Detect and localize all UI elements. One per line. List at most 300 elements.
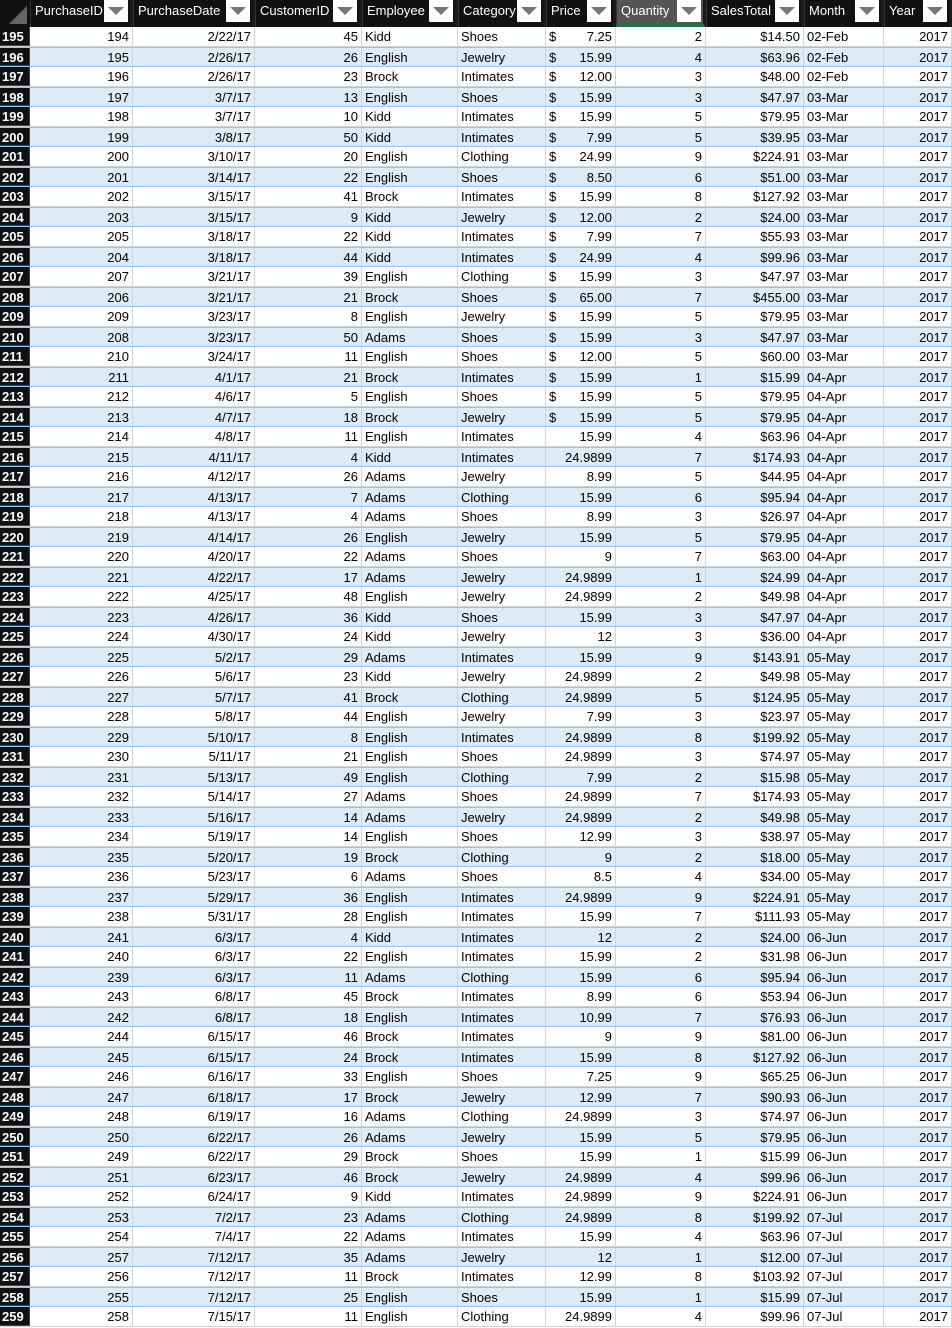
cell-price[interactable]: 12 <box>546 928 616 946</box>
cell-customerid[interactable]: 21 <box>255 747 362 766</box>
cell-year[interactable]: 2017 <box>884 688 952 706</box>
row-number[interactable]: 209 <box>0 307 30 326</box>
cell-month[interactable]: 02-Feb <box>804 48 884 66</box>
cell-salestotal[interactable]: $79.95 <box>706 307 804 326</box>
cell-purchasedate[interactable]: 6/3/17 <box>133 928 255 946</box>
cell-employee[interactable]: Adams <box>362 648 458 666</box>
row-number[interactable]: 226 <box>0 648 30 666</box>
cell-customerid[interactable]: 4 <box>255 928 362 946</box>
row-number[interactable]: 224 <box>0 608 30 626</box>
cell-purchasedate[interactable]: 7/4/17 <box>133 1227 255 1246</box>
cell-year[interactable]: 2017 <box>884 1208 952 1226</box>
cell-customerid[interactable]: 16 <box>255 1107 362 1126</box>
cell-price[interactable]: 9 <box>546 547 616 566</box>
cell-customerid[interactable]: 6 <box>255 867 362 886</box>
cell-customerid[interactable]: 36 <box>255 608 362 626</box>
cell-customerid[interactable]: 39 <box>255 267 362 286</box>
cell-customerid[interactable]: 14 <box>255 808 362 826</box>
cell-purchasedate[interactable]: 2/26/17 <box>133 67 255 86</box>
cell-purchaseid[interactable]: 216 <box>30 467 133 486</box>
cell-category[interactable]: Shoes <box>458 608 546 626</box>
row-number[interactable]: 255 <box>0 1227 30 1246</box>
cell-month[interactable]: 03-Mar <box>804 267 884 286</box>
cell-purchaseid[interactable]: 236 <box>30 867 133 886</box>
cell-customerid[interactable]: 13 <box>255 88 362 106</box>
cell-purchasedate[interactable]: 6/22/17 <box>133 1128 255 1146</box>
cell-category[interactable]: Jewelry <box>458 307 546 326</box>
cell-purchasedate[interactable]: 6/24/17 <box>133 1187 255 1206</box>
row-number[interactable]: 234 <box>0 808 30 826</box>
cell-salestotal[interactable]: $143.91 <box>706 648 804 666</box>
cell-quantity[interactable]: 4 <box>616 867 706 886</box>
cell-customerid[interactable]: 46 <box>255 1027 362 1046</box>
cell-category[interactable]: Intimates <box>458 1187 546 1206</box>
cell-month[interactable]: 04-Apr <box>804 387 884 406</box>
row-number[interactable]: 231 <box>0 747 30 766</box>
cell-salestotal[interactable]: $224.91 <box>706 147 804 166</box>
cell-price[interactable]: 15.99 <box>546 947 616 966</box>
column-header-purchaseid[interactable] <box>30 0 133 27</box>
cell-year[interactable]: 2017 <box>884 208 952 226</box>
row-number[interactable]: 199 <box>0 107 30 126</box>
cell-category[interactable]: Intimates <box>458 107 546 126</box>
cell-salestotal[interactable]: $199.92 <box>706 1208 804 1226</box>
cell-quantity[interactable]: 2 <box>616 768 706 786</box>
cell-year[interactable]: 2017 <box>884 768 952 786</box>
cell-price[interactable]: 8.99 <box>546 987 616 1006</box>
cell-purchaseid[interactable]: 234 <box>30 827 133 846</box>
filter-dropdown-button[interactable] <box>333 0 357 22</box>
cell-price[interactable] <box>546 328 616 346</box>
cell-category[interactable]: Jewelry <box>458 48 546 66</box>
cell-salestotal[interactable]: $31.98 <box>706 947 804 966</box>
cell-purchaseid[interactable]: 208 <box>30 328 133 346</box>
cell-purchasedate[interactable]: 4/8/17 <box>133 427 255 446</box>
cell-purchasedate[interactable]: 7/12/17 <box>133 1267 255 1286</box>
column-header-category[interactable] <box>458 0 546 27</box>
cell-employee[interactable]: Kidd <box>362 227 458 246</box>
cell-customerid[interactable]: 18 <box>255 1008 362 1026</box>
cell-salestotal[interactable]: $95.94 <box>706 968 804 986</box>
cell-year[interactable]: 2017 <box>884 427 952 446</box>
cell-employee[interactable]: Brock <box>362 1147 458 1166</box>
cell-purchaseid[interactable]: 210 <box>30 347 133 366</box>
cell-employee[interactable]: Kidd <box>362 27 458 46</box>
cell-year[interactable]: 2017 <box>884 848 952 866</box>
cell-category[interactable]: Jewelry <box>458 707 546 726</box>
cell-month[interactable]: 03-Mar <box>804 187 884 206</box>
cell-quantity[interactable]: 3 <box>616 627 706 646</box>
cell-employee[interactable]: English <box>362 1008 458 1026</box>
cell-purchaseid[interactable]: 225 <box>30 648 133 666</box>
cell-year[interactable]: 2017 <box>884 987 952 1006</box>
cell-salestotal[interactable]: $79.95 <box>706 528 804 546</box>
cell-quantity[interactable]: 9 <box>616 888 706 906</box>
cell-employee[interactable]: English <box>362 707 458 726</box>
row-number[interactable]: 207 <box>0 267 30 286</box>
cell-month[interactable]: 04-Apr <box>804 507 884 526</box>
cell-quantity[interactable]: 9 <box>616 648 706 666</box>
row-number[interactable]: 250 <box>0 1128 30 1146</box>
cell-month[interactable]: 03-Mar <box>804 248 884 266</box>
cell-price[interactable]: 24.9899 <box>546 667 616 686</box>
cell-quantity[interactable]: 3 <box>616 88 706 106</box>
cell-quantity[interactable]: 1 <box>616 568 706 586</box>
column-header-salestotal[interactable] <box>706 0 804 27</box>
cell-price[interactable]: 24.9899 <box>546 1208 616 1226</box>
cell-year[interactable]: 2017 <box>884 1067 952 1086</box>
cell-quantity[interactable]: 2 <box>616 848 706 866</box>
cell-purchasedate[interactable]: 5/13/17 <box>133 768 255 786</box>
cell-month[interactable]: 05-May <box>804 808 884 826</box>
cell-category[interactable]: Jewelry <box>458 408 546 426</box>
cell-customerid[interactable]: 19 <box>255 848 362 866</box>
cell-customerid[interactable]: 22 <box>255 168 362 186</box>
cell-price[interactable] <box>546 408 616 426</box>
cell-salestotal[interactable]: $53.94 <box>706 987 804 1006</box>
row-number[interactable]: 211 <box>0 347 30 366</box>
cell-year[interactable]: 2017 <box>884 448 952 466</box>
cell-month[interactable]: 04-Apr <box>804 467 884 486</box>
cell-customerid[interactable]: 45 <box>255 987 362 1006</box>
row-number[interactable]: 249 <box>0 1107 30 1126</box>
cell-category[interactable]: Shoes <box>458 867 546 886</box>
cell-salestotal[interactable]: $127.92 <box>706 1048 804 1066</box>
cell-price[interactable]: 12.99 <box>546 1088 616 1106</box>
row-number[interactable]: 219 <box>0 507 30 526</box>
cell-salestotal[interactable]: $74.97 <box>706 747 804 766</box>
filter-dropdown-button[interactable] <box>226 0 250 22</box>
cell-year[interactable]: 2017 <box>884 827 952 846</box>
cell-customerid[interactable]: 46 <box>255 1168 362 1186</box>
cell-category[interactable]: Intimates <box>458 227 546 246</box>
cell-employee[interactable]: Brock <box>362 187 458 206</box>
cell-month[interactable]: 06-Jun <box>804 1128 884 1146</box>
row-number[interactable]: 208 <box>0 288 30 306</box>
cell-month[interactable]: 05-May <box>804 827 884 846</box>
cell-price[interactable]: 8.99 <box>546 467 616 486</box>
cell-quantity[interactable]: 8 <box>616 1048 706 1066</box>
cell-price[interactable]: 15.99 <box>546 1227 616 1246</box>
cell-purchasedate[interactable]: 5/19/17 <box>133 827 255 846</box>
row-number[interactable]: 201 <box>0 147 30 166</box>
cell-category[interactable]: Intimates <box>458 648 546 666</box>
cell-employee[interactable]: Kidd <box>362 128 458 146</box>
cell-year[interactable]: 2017 <box>884 1187 952 1206</box>
cell-month[interactable]: 04-Apr <box>804 408 884 426</box>
filter-dropdown-button[interactable] <box>517 0 541 22</box>
cell-price[interactable]: 15.99 <box>546 528 616 546</box>
cell-customerid[interactable]: 24 <box>255 1048 362 1066</box>
cell-purchasedate[interactable]: 3/7/17 <box>133 88 255 106</box>
cell-month[interactable]: 04-Apr <box>804 568 884 586</box>
cell-quantity[interactable]: 4 <box>616 248 706 266</box>
cell-year[interactable]: 2017 <box>884 488 952 506</box>
cell-year[interactable]: 2017 <box>884 267 952 286</box>
cell-customerid[interactable]: 22 <box>255 547 362 566</box>
cell-purchaseid[interactable]: 206 <box>30 288 133 306</box>
cell-price[interactable]: 24.9899 <box>546 1187 616 1206</box>
cell-employee[interactable]: Adams <box>362 1248 458 1266</box>
cell-quantity[interactable]: 8 <box>616 187 706 206</box>
cell-customerid[interactable]: 7 <box>255 488 362 506</box>
cell-salestotal[interactable]: $174.93 <box>706 448 804 466</box>
cell-customerid[interactable]: 41 <box>255 187 362 206</box>
cell-purchaseid[interactable]: 195 <box>30 48 133 66</box>
cell-price[interactable] <box>546 168 616 186</box>
row-number[interactable]: 259 <box>0 1307 30 1326</box>
cell-quantity[interactable]: 1 <box>616 1288 706 1306</box>
cell-quantity[interactable]: 3 <box>616 707 706 726</box>
cell-year[interactable]: 2017 <box>884 707 952 726</box>
row-number[interactable]: 239 <box>0 907 30 926</box>
cell-purchasedate[interactable]: 6/16/17 <box>133 1067 255 1086</box>
cell-salestotal[interactable]: $90.93 <box>706 1088 804 1106</box>
cell-employee[interactable]: English <box>362 888 458 906</box>
cell-year[interactable]: 2017 <box>884 888 952 906</box>
cell-purchaseid[interactable]: 252 <box>30 1187 133 1206</box>
cell-customerid[interactable]: 26 <box>255 528 362 546</box>
cell-price[interactable] <box>546 208 616 226</box>
cell-month[interactable]: 05-May <box>804 768 884 786</box>
cell-salestotal[interactable]: $81.00 <box>706 1027 804 1046</box>
cell-category[interactable]: Intimates <box>458 1048 546 1066</box>
cell-year[interactable]: 2017 <box>884 328 952 346</box>
cell-month[interactable]: 06-Jun <box>804 1107 884 1126</box>
cell-purchaseid[interactable]: 198 <box>30 107 133 126</box>
cell-customerid[interactable]: 9 <box>255 208 362 226</box>
cell-purchaseid[interactable]: 223 <box>30 608 133 626</box>
cell-month[interactable]: 04-Apr <box>804 488 884 506</box>
cell-salestotal[interactable]: $65.25 <box>706 1067 804 1086</box>
row-number[interactable]: 218 <box>0 488 30 506</box>
cell-purchasedate[interactable]: 4/22/17 <box>133 568 255 586</box>
cell-year[interactable]: 2017 <box>884 907 952 926</box>
row-number[interactable]: 258 <box>0 1288 30 1306</box>
cell-salestotal[interactable]: $79.95 <box>706 1128 804 1146</box>
cell-customerid[interactable]: 41 <box>255 688 362 706</box>
cell-month[interactable]: 03-Mar <box>804 168 884 186</box>
cell-year[interactable]: 2017 <box>884 307 952 326</box>
cell-employee[interactable]: Kidd <box>362 928 458 946</box>
cell-purchasedate[interactable]: 5/8/17 <box>133 707 255 726</box>
cell-employee[interactable]: Adams <box>362 808 458 826</box>
cell-employee[interactable]: English <box>362 168 458 186</box>
cell-category[interactable]: Shoes <box>458 747 546 766</box>
filter-dropdown-button[interactable] <box>587 0 611 22</box>
cell-year[interactable]: 2017 <box>884 568 952 586</box>
cell-customerid[interactable]: 10 <box>255 107 362 126</box>
cell-purchaseid[interactable]: 211 <box>30 368 133 386</box>
cell-month[interactable]: 05-May <box>804 867 884 886</box>
cell-year[interactable]: 2017 <box>884 1048 952 1066</box>
cell-quantity[interactable]: 9 <box>616 1067 706 1086</box>
cell-price[interactable] <box>546 27 616 46</box>
cell-employee[interactable]: Adams <box>362 968 458 986</box>
cell-quantity[interactable]: 2 <box>616 208 706 226</box>
cell-customerid[interactable]: 23 <box>255 667 362 686</box>
row-number[interactable]: 202 <box>0 168 30 186</box>
filter-dropdown-button[interactable] <box>923 0 947 22</box>
cell-year[interactable]: 2017 <box>884 408 952 426</box>
row-number[interactable]: 216 <box>0 448 30 466</box>
cell-purchaseid[interactable]: 212 <box>30 387 133 406</box>
cell-purchaseid[interactable]: 229 <box>30 728 133 746</box>
cell-year[interactable]: 2017 <box>884 1227 952 1246</box>
cell-purchaseid[interactable]: 241 <box>30 928 133 946</box>
cell-purchasedate[interactable]: 6/15/17 <box>133 1027 255 1046</box>
cell-purchasedate[interactable]: 4/30/17 <box>133 627 255 646</box>
cell-employee[interactable]: Adams <box>362 328 458 346</box>
cell-salestotal[interactable]: $36.00 <box>706 627 804 646</box>
cell-salestotal[interactable]: $15.99 <box>706 1288 804 1306</box>
cell-month[interactable]: 06-Jun <box>804 1187 884 1206</box>
cell-customerid[interactable]: 23 <box>255 67 362 86</box>
cell-purchaseid[interactable]: 196 <box>30 67 133 86</box>
cell-quantity[interactable]: 9 <box>616 1187 706 1206</box>
cell-customerid[interactable]: 26 <box>255 467 362 486</box>
cell-salestotal[interactable]: $76.93 <box>706 1008 804 1026</box>
cell-month[interactable]: 03-Mar <box>804 288 884 306</box>
cell-year[interactable]: 2017 <box>884 1168 952 1186</box>
cell-year[interactable]: 2017 <box>884 648 952 666</box>
cell-salestotal[interactable]: $47.97 <box>706 267 804 286</box>
cell-purchasedate[interactable]: 6/18/17 <box>133 1088 255 1106</box>
cell-employee[interactable]: Adams <box>362 1227 458 1246</box>
cell-month[interactable]: 06-Jun <box>804 947 884 966</box>
cell-purchaseid[interactable]: 233 <box>30 808 133 826</box>
cell-customerid[interactable]: 29 <box>255 1147 362 1166</box>
cell-quantity[interactable]: 8 <box>616 1208 706 1226</box>
cell-customerid[interactable]: 11 <box>255 1267 362 1286</box>
column-header-quantity[interactable] <box>616 0 706 27</box>
cell-quantity[interactable]: 5 <box>616 467 706 486</box>
cell-price[interactable]: 7.99 <box>546 707 616 726</box>
cell-employee[interactable]: Adams <box>362 867 458 886</box>
cell-purchasedate[interactable]: 5/11/17 <box>133 747 255 766</box>
row-number[interactable]: 195 <box>0 27 30 46</box>
row-number[interactable]: 233 <box>0 787 30 806</box>
cell-month[interactable]: 06-Jun <box>804 1147 884 1166</box>
cell-purchaseid[interactable]: 249 <box>30 1147 133 1166</box>
cell-purchasedate[interactable]: 5/16/17 <box>133 808 255 826</box>
cell-purchaseid[interactable]: 250 <box>30 1128 133 1146</box>
cell-category[interactable]: Shoes <box>458 328 546 346</box>
cell-salestotal[interactable]: $15.98 <box>706 768 804 786</box>
cell-purchaseid[interactable]: 201 <box>30 168 133 186</box>
cell-purchasedate[interactable]: 3/7/17 <box>133 107 255 126</box>
cell-price[interactable]: 15.99 <box>546 1048 616 1066</box>
cell-employee[interactable]: Kidd <box>362 608 458 626</box>
cell-purchaseid[interactable]: 220 <box>30 547 133 566</box>
cell-quantity[interactable]: 7 <box>616 787 706 806</box>
cell-salestotal[interactable]: $63.96 <box>706 48 804 66</box>
cell-salestotal[interactable]: $74.97 <box>706 1107 804 1126</box>
column-header-year[interactable] <box>884 0 952 27</box>
cell-price[interactable]: 24.9899 <box>546 568 616 586</box>
cell-month[interactable]: 06-Jun <box>804 987 884 1006</box>
cell-employee[interactable]: Brock <box>362 848 458 866</box>
cell-quantity[interactable]: 2 <box>616 587 706 606</box>
cell-purchasedate[interactable]: 3/18/17 <box>133 227 255 246</box>
cell-salestotal[interactable]: $103.92 <box>706 1267 804 1286</box>
cell-customerid[interactable]: 28 <box>255 907 362 926</box>
cell-salestotal[interactable]: $49.98 <box>706 808 804 826</box>
cell-year[interactable]: 2017 <box>884 467 952 486</box>
cell-salestotal[interactable]: $47.97 <box>706 608 804 626</box>
cell-month[interactable]: 05-May <box>804 667 884 686</box>
cell-purchasedate[interactable]: 4/20/17 <box>133 547 255 566</box>
cell-quantity[interactable]: 4 <box>616 1227 706 1246</box>
cell-month[interactable]: 05-May <box>804 707 884 726</box>
cell-quantity[interactable]: 4 <box>616 48 706 66</box>
cell-salestotal[interactable]: $49.98 <box>706 587 804 606</box>
cell-year[interactable]: 2017 <box>884 1248 952 1266</box>
cell-customerid[interactable]: 9 <box>255 1187 362 1206</box>
cell-month[interactable]: 04-Apr <box>804 587 884 606</box>
cell-month[interactable]: 03-Mar <box>804 88 884 106</box>
cell-employee[interactable]: English <box>362 587 458 606</box>
cell-quantity[interactable]: 5 <box>616 307 706 326</box>
row-number[interactable]: 217 <box>0 467 30 486</box>
cell-price[interactable]: 15.99 <box>546 608 616 626</box>
column-header-price[interactable] <box>546 0 616 27</box>
cell-quantity[interactable]: 2 <box>616 27 706 46</box>
cell-purchaseid[interactable]: 213 <box>30 408 133 426</box>
cell-quantity[interactable]: 2 <box>616 808 706 826</box>
cell-quantity[interactable]: 7 <box>616 288 706 306</box>
cell-price[interactable]: 24.9899 <box>546 747 616 766</box>
cell-employee[interactable]: Brock <box>362 368 458 386</box>
cell-salestotal[interactable]: $51.00 <box>706 168 804 186</box>
cell-category[interactable]: Intimates <box>458 907 546 926</box>
cell-quantity[interactable]: 5 <box>616 688 706 706</box>
cell-category[interactable]: Intimates <box>458 128 546 146</box>
cell-quantity[interactable]: 3 <box>616 827 706 846</box>
cell-price[interactable]: 8.99 <box>546 507 616 526</box>
cell-salestotal[interactable]: $111.93 <box>706 907 804 926</box>
cell-purchaseid[interactable]: 254 <box>30 1227 133 1246</box>
cell-category[interactable]: Jewelry <box>458 627 546 646</box>
cell-purchaseid[interactable]: 217 <box>30 488 133 506</box>
row-number[interactable]: 204 <box>0 208 30 226</box>
cell-price[interactable]: 10.99 <box>546 1008 616 1026</box>
cell-customerid[interactable]: 49 <box>255 768 362 786</box>
cell-quantity[interactable]: 1 <box>616 1248 706 1266</box>
cell-category[interactable]: Jewelry <box>458 667 546 686</box>
cell-purchaseid[interactable]: 231 <box>30 768 133 786</box>
row-number[interactable]: 252 <box>0 1168 30 1186</box>
cell-quantity[interactable]: 5 <box>616 128 706 146</box>
cell-purchaseid[interactable]: 224 <box>30 627 133 646</box>
cell-customerid[interactable]: 17 <box>255 1088 362 1106</box>
cell-month[interactable]: 02-Feb <box>804 67 884 86</box>
row-number[interactable]: 244 <box>0 1008 30 1026</box>
cell-quantity[interactable]: 3 <box>616 608 706 626</box>
row-number[interactable]: 203 <box>0 187 30 206</box>
filter-dropdown-button[interactable] <box>429 0 453 22</box>
cell-purchaseid[interactable]: 228 <box>30 707 133 726</box>
cell-quantity[interactable]: 4 <box>616 427 706 446</box>
cell-quantity[interactable]: 2 <box>616 667 706 686</box>
cell-year[interactable]: 2017 <box>884 747 952 766</box>
cell-month[interactable]: 06-Jun <box>804 1048 884 1066</box>
cell-employee[interactable]: English <box>362 267 458 286</box>
row-number[interactable]: 253 <box>0 1187 30 1206</box>
cell-purchasedate[interactable]: 3/15/17 <box>133 187 255 206</box>
cell-price[interactable]: 8.5 <box>546 867 616 886</box>
cell-price[interactable]: 12.99 <box>546 1267 616 1286</box>
